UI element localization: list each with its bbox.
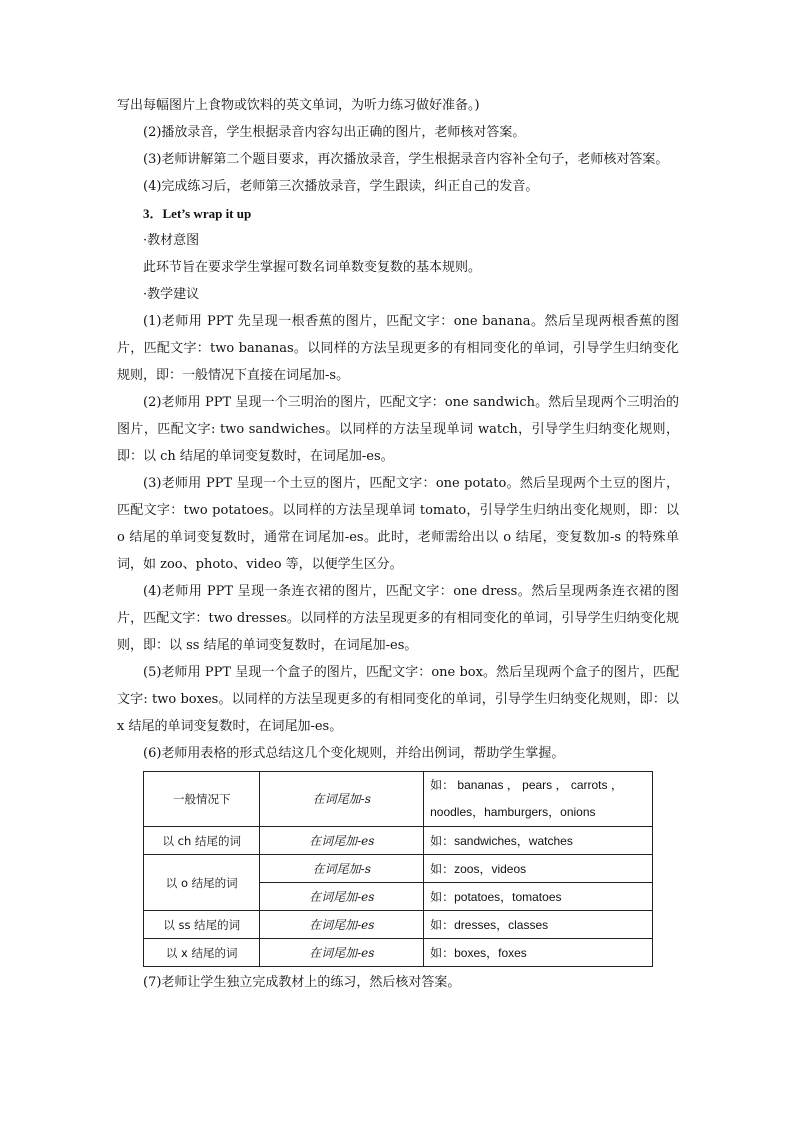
intent-text: 此环节旨在要求学生掌握可数名词单数变复数的基本规则。 bbox=[143, 260, 482, 275]
table-cell-rule: 在词尾加-s bbox=[260, 855, 424, 883]
step-3-paragraph: (3)老师讲解第二个题目要求，再次播放录音，学生根据录音内容补全句子，老师核对答案。 bbox=[143, 152, 669, 167]
table-cell-rule: 在词尾加-s bbox=[260, 772, 424, 827]
suggestion-1: (1)老师用 PPT 先呈现一根香蕉的图片，匹配文字：one banana。然后呈现两根香蕉的图片，匹配文字：two bananas。以同样的方法呈现更多的有相同变化的单词，引导学生归纳变化规则，即：一般情况下直接在词尾加-s。 bbox=[117, 314, 679, 383]
suggestion-label: ·教学建议 bbox=[143, 287, 200, 302]
suggestion-4: (4)老师用 PPT 呈现一条连衣裙的图片，匹配文字：one dress。然后呈现两条连衣裙的图片，匹配文字：two dresses。以同样的方法呈现更多的有相同变化的单词，引导学生归纳变化规则，即：以 ss 结尾的单词变复数时，在词尾加-es。 bbox=[117, 584, 679, 653]
table-row bbox=[144, 939, 653, 967]
table-cell-example: 如：dresses，classes bbox=[424, 911, 653, 939]
table-cell-case: 一般情况下 bbox=[144, 772, 260, 827]
table-row bbox=[144, 911, 653, 939]
table-row bbox=[144, 855, 653, 883]
suggestion-7: (7)老师让学生独立完成教材上的练习，然后核对答案。 bbox=[143, 975, 461, 990]
table-cell-rule: 在词尾加-es bbox=[260, 911, 424, 939]
table-cell-case: 以 x 结尾的词 bbox=[144, 939, 260, 967]
step-4-paragraph: (4)完成练习后，老师第三次播放录音，学生跟读，纠正自己的发音。 bbox=[143, 179, 539, 194]
table-cell-example: 如：sandwiches，watches bbox=[424, 827, 653, 855]
table-cell-example bbox=[424, 772, 653, 827]
table-cell-rule: 在词尾加-es bbox=[260, 939, 424, 967]
intent-label: ·教材意图 bbox=[143, 233, 200, 248]
table-cell-example: 如：potatoes，tomatoes bbox=[424, 883, 653, 911]
table-cell-case: 以 ch 结尾的词 bbox=[144, 827, 260, 855]
table-cell-rule: 在词尾加-es bbox=[260, 883, 424, 911]
document-page bbox=[117, 92, 679, 996]
table-cell-case: 以 ss 结尾的词 bbox=[144, 911, 260, 939]
step-2-paragraph: (2)播放录音，学生根据录音内容勾出正确的图片，老师核对答案。 bbox=[143, 125, 526, 140]
example-line-2: noodles，hamburgers，onions bbox=[430, 805, 596, 819]
suggestion-2: (2)老师用 PPT 呈现一个三明治的图片，匹配文字：one sandwich。然后呈现两个三明治的图片，匹配文字: two sandwiches。以同样的方法呈现单词 watch，引导学生归纳变化规则，即：以 ch 结尾的单词变复数时，在词尾加-es。 bbox=[117, 395, 679, 464]
suggestion-5: (5)老师用 PPT 呈现一个盒子的图片，匹配文字：one box。然后呈现两个盒子的图片，匹配文字: two boxes。以同样的方法呈现更多的有相同变化的单词，引导学生归纳变化规则，即：以 x 结尾的单词变复数时，在词尾加-es。 bbox=[117, 665, 679, 734]
table-cell-example: 如：zoos，videos bbox=[424, 855, 653, 883]
suggestion-6: (6)老师用表格的形式总结这几个变化规则，并给出例词，帮助学生掌握。 bbox=[143, 746, 565, 761]
plural-rules-table bbox=[143, 771, 653, 967]
table-cell-example: 如：boxes，foxes bbox=[424, 939, 653, 967]
example-line-1: 如： bananas ， pears ， carrots ， bbox=[430, 778, 623, 792]
table-row bbox=[144, 772, 653, 827]
paragraph-continuation: 写出每幅图片上食物或饮料的英文单词，为听力练习做好准备。) bbox=[117, 98, 480, 113]
suggestion-3: (3)老师用 PPT 呈现一个土豆的图片，匹配文字：one potato。然后呈现两个土豆的图片，匹配文字：two potatoes。以同样的方法呈现单词 tomato，引导学生归纳出变化规则，即：以 o 结尾的单词变复数时，通常在词尾加-es。此时，老师需给出以 o 结尾，变复数加-s 的特殊单词，如 zoo、photo、video 等，以便学生区分。 bbox=[117, 476, 679, 572]
table-cell-case: 以 o 结尾的词 bbox=[144, 855, 260, 911]
table-row bbox=[144, 827, 653, 855]
table-cell-rule: 在词尾加-es bbox=[260, 827, 424, 855]
section-title: 3．Let’s wrap it up bbox=[143, 206, 252, 221]
